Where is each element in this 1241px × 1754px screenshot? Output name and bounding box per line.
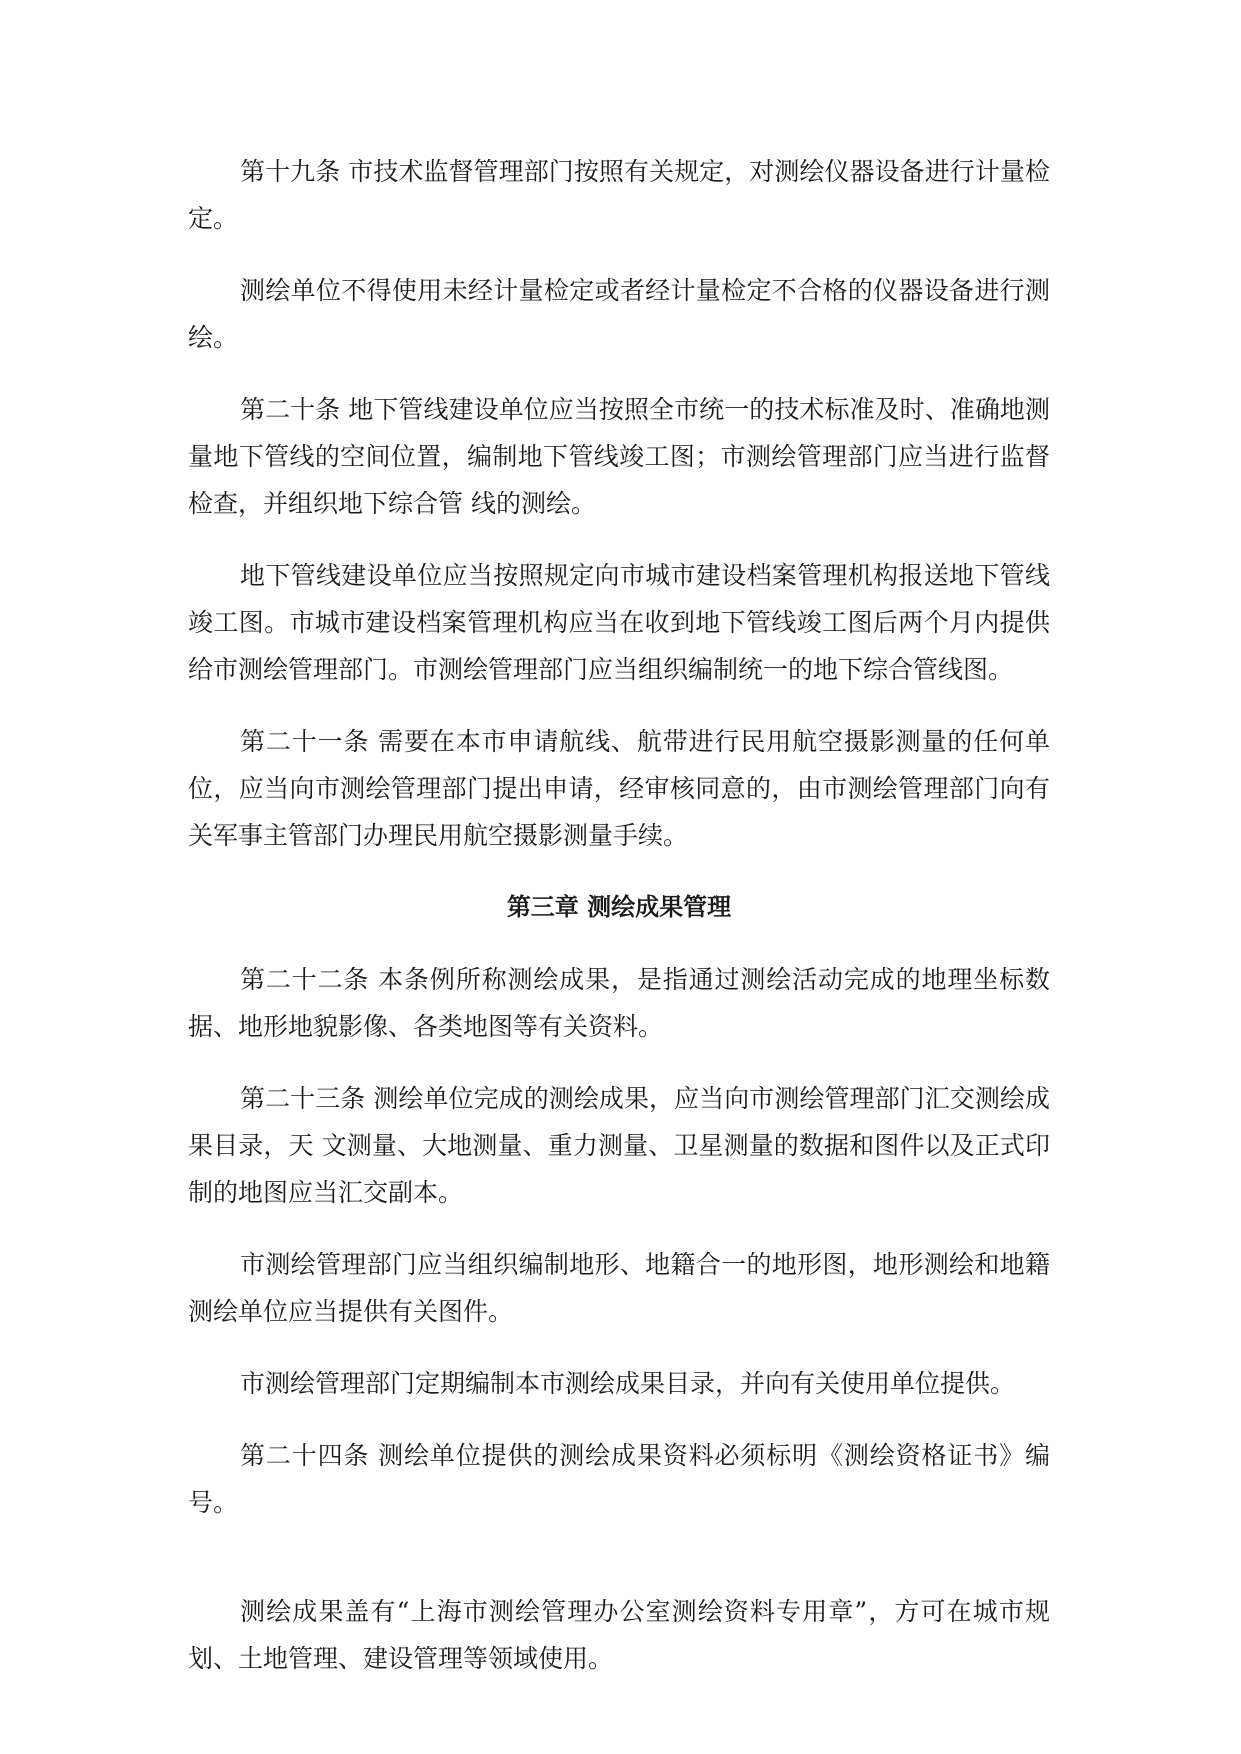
chapter-title: 第三章 测绘成果管理 (506, 893, 732, 921)
article-22: 第二十二条 本条例所称测绘成果，是指通过测绘活动完成的地理坐标数据、地形地貌影像、各类地图等有关资料。 (188, 965, 1050, 1041)
article-24: 第二十四条 测绘单位提供的测绘成果资料必须标明《测绘资格证书》编号。 (188, 1441, 1050, 1517)
article-21: 第二十一条 需要在本市申请航线、航带进行民用航空摄影测量的任何单 位，应当向市测绘管理部门提出申请，经审核同意的，由市测绘管理部门向有关军事主管部门办理民用航空摄影测量手续。 (188, 727, 1050, 850)
article-20-paragraph-2: 地下管线建设单位应当按照规定向市城市建设档案管理机构报送地下管线竣工图。市城市建设档案管理机构应当在收到地下管线竣工图后两个月内提供给市测绘管理部门。市测绘管理部门应当组织编制统一的地下综合管线图。 (188, 561, 1050, 684)
article-24-paragraph-2: 测绘成果盖有“上海市测绘管理办公室测绘资料专用章”，方可在城市规划、土地管理、建设管理等领域使用。 (188, 1597, 1050, 1673)
document-page (188, 148, 1050, 1707)
article-23-paragraph-2: 市测绘管理部门应当组织编制地形、地籍合一的地形图，地形测绘和地籍测绘单位应当提供有关图件。 (188, 1250, 1050, 1326)
article-23-paragraph-3: 市测绘管理部门定期编制本市测绘成果目录，并向有关使用单位提供。 (240, 1369, 1016, 1398)
article-19-paragraph-2: 测绘单位不得使用未经计量检定或者经计量检定不合格的仪器设备进行测绘。 (188, 276, 1050, 352)
article-19: 第十九条 市技术监督管理部门按照有关规定，对测绘仪器设备进行计量检定。 (188, 157, 1050, 233)
article-23: 第二十三条 测绘单位完成的测绘成果，应当向市测绘管理部门汇交测绘成果目录，天 文测量、大地测量、重力测量、卫星测量的数据和图件以及正式印制的地图应当汇交副本。 (188, 1084, 1050, 1207)
article-20: 第二十条 地下管线建设单位应当按照全市统一的技术标准及时、准确地测量地下管线的空间位置，编制地下管线竣工图；市测绘管理部门应当进行监督检查，并组织地下综合管 线的测绘。 (188, 395, 1050, 518)
